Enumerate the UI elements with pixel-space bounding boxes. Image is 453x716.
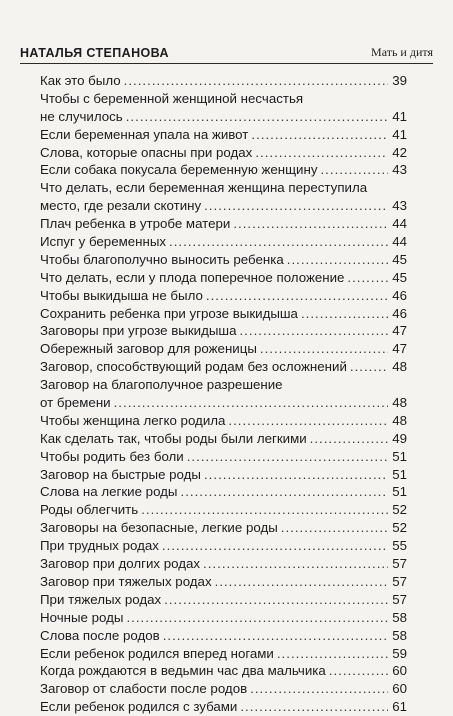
toc-entry-line	[40, 340, 407, 358]
toc-entry-line	[40, 269, 407, 287]
toc-entry-title: Чтобы родить без боли	[40, 448, 184, 464]
dot-leader	[329, 662, 388, 680]
author-name: НАТАЛЬЯ СТЕПАНОВА	[20, 46, 169, 60]
toc-entry-line	[40, 501, 407, 519]
toc-page-number: 58	[392, 627, 407, 643]
toc-entry-title: Заговор, способствующий родам без осложнений	[40, 359, 347, 375]
toc-page-number: 41	[392, 108, 407, 124]
toc-entry-line	[40, 90, 407, 108]
toc-entry-title: Роды облегчить	[40, 502, 139, 518]
toc-page-number: 60	[392, 681, 407, 697]
toc-entry-line	[40, 591, 407, 609]
toc-entry-line	[40, 305, 407, 323]
dot-leader	[126, 108, 388, 126]
toc-entry-line	[40, 573, 407, 591]
toc-page-number: 59	[392, 645, 407, 661]
dot-leader	[250, 680, 388, 698]
toc-entry-line	[40, 179, 407, 197]
dot-leader	[204, 197, 388, 215]
book-title: Мать и дитя	[371, 45, 433, 59]
toc-entry-title: Чтобы выкидыша не было	[40, 287, 203, 303]
toc-entry-line	[40, 126, 407, 144]
dot-leader	[187, 448, 388, 466]
toc-entry-line	[40, 555, 407, 573]
toc-entry-title: При тяжелых родах	[40, 591, 162, 607]
toc-entry-line	[40, 358, 407, 376]
dot-leader	[203, 555, 388, 573]
dot-leader	[310, 430, 388, 448]
toc-entry-title: Когда рождаются в ведьмин час два мальчика	[40, 663, 326, 679]
toc-entry-title: Ночные роды	[40, 609, 124, 625]
toc-entry-line	[40, 537, 407, 555]
toc-page-number: 51	[392, 448, 407, 464]
toc-entry-title: не случилось	[40, 108, 123, 124]
dot-leader	[251, 126, 388, 144]
toc-entry-title: Если ребенок родился вперед ногами	[40, 645, 274, 661]
dot-leader	[281, 519, 388, 537]
toc-entry-title: Заговор на быстрые роды	[40, 466, 201, 482]
toc-entry-title: Заговоры на безопасные, легкие роды	[40, 520, 278, 536]
toc-page-number: 47	[392, 323, 407, 339]
dot-leader	[169, 233, 388, 251]
toc-entry-title: Если беременная упала на живот	[40, 126, 249, 142]
toc-entry-line	[40, 394, 407, 412]
toc-page-number: 60	[392, 663, 407, 679]
toc-page-number: 49	[392, 430, 407, 446]
dot-leader	[215, 573, 388, 591]
dot-leader	[181, 483, 389, 501]
toc-page-number: 44	[392, 216, 407, 232]
dot-leader	[239, 322, 388, 340]
dot-leader	[126, 609, 388, 627]
dot-leader	[162, 537, 388, 555]
toc-entry-line	[40, 72, 407, 90]
toc-entry-title: Если собака покусала беременную женщину	[40, 162, 318, 178]
toc-entry-title: Заговоры при угрозе выкидыша	[40, 323, 237, 339]
toc-entry-line	[40, 627, 407, 645]
dot-leader	[228, 412, 388, 430]
toc-entry-title: Заговор при долгих родах	[40, 556, 201, 572]
toc-entry-line	[40, 680, 407, 698]
toc-entry-title: от бремени	[40, 395, 111, 411]
toc-entry-line	[40, 376, 407, 394]
dot-leader	[347, 269, 388, 287]
toc-entry-title: Если ребенок родился с зубами	[40, 699, 238, 715]
toc-page-number: 39	[392, 73, 407, 88]
toc-entry-title: Заговор от слабости после родов	[40, 681, 248, 697]
dot-leader	[204, 466, 388, 484]
toc-entry-title: Слова после родов	[40, 627, 160, 643]
toc-page-number: 46	[392, 305, 407, 321]
toc-entry-title: Заговор при тяжелых родах	[40, 573, 212, 589]
toc-page-number: 52	[392, 520, 407, 536]
toc-entry-line	[40, 698, 407, 716]
toc-entry-title: Обережный заговор для роженицы	[40, 341, 257, 357]
toc-entry-line	[40, 645, 407, 663]
toc-entry-title: Что делать, если беременная женщина переступила	[40, 180, 368, 196]
toc-entry-line	[40, 144, 407, 162]
header-rule	[20, 63, 433, 64]
toc-entry-line	[40, 466, 407, 484]
dot-leader	[255, 144, 388, 162]
toc-entry-title: Испуг у беременных	[40, 234, 167, 250]
toc-entry-title: место, где резали скотину	[40, 198, 202, 214]
toc-page-number: 45	[392, 251, 407, 267]
dot-leader	[164, 591, 388, 609]
toc-page-number: 47	[392, 341, 407, 357]
toc-entry-line	[40, 322, 407, 340]
dot-leader	[141, 501, 388, 519]
dot-leader	[320, 161, 388, 179]
toc-page-number: 44	[392, 234, 407, 250]
toc-entry-title: Плач ребенка в утробе матери	[40, 216, 231, 232]
toc-entry-line	[40, 483, 407, 501]
dot-leader	[287, 251, 388, 269]
toc-entry-title: Как это было	[40, 73, 121, 88]
toc-entry-line	[40, 287, 407, 305]
toc-entry-line	[40, 215, 407, 233]
toc-page-number: 43	[392, 162, 407, 178]
toc-page-number: 42	[392, 144, 407, 160]
toc-page-number: 58	[392, 609, 407, 625]
toc-entry-line	[40, 197, 407, 215]
toc-entry-title: Слова на легкие роды	[40, 484, 178, 500]
toc-entry-line	[40, 430, 407, 448]
toc-page-number: 41	[392, 126, 407, 142]
toc-entry-line	[40, 609, 407, 627]
toc-entry-title: Чтобы благополучно выносить ребенка	[40, 251, 284, 267]
toc-entry-line	[40, 108, 407, 126]
toc-page-number: 48	[392, 412, 407, 428]
toc-entry-title: Что делать, если у плода поперечное положение	[40, 269, 345, 285]
toc-entry-title: Сохранить ребенка при угрозе выкидыша	[40, 305, 298, 321]
dot-leader	[260, 340, 388, 358]
toc-page-number: 51	[392, 484, 407, 500]
toc-entry-line	[40, 662, 407, 680]
toc-entry-title: Слова, которые опасны при родах	[40, 144, 253, 160]
toc-entry-line	[40, 412, 407, 430]
dot-leader	[206, 287, 388, 305]
dot-leader	[240, 698, 388, 716]
toc-page-number: 48	[392, 395, 407, 411]
dot-leader	[114, 394, 388, 412]
toc-page-number: 45	[392, 269, 407, 285]
dot-leader	[233, 215, 388, 233]
toc-entry-title: Заговор на благополучное разрешение	[40, 377, 283, 393]
running-header	[20, 38, 433, 60]
toc-page-number: 61	[392, 699, 407, 715]
toc-page-number: 57	[392, 591, 407, 607]
toc-entry-line	[40, 251, 407, 269]
toc-entry-title: При трудных родах	[40, 538, 159, 554]
dot-leader	[124, 72, 388, 90]
toc-entry-title: Чтобы с беременной женщиной несчастья	[40, 90, 304, 106]
dot-leader	[163, 627, 388, 645]
toc-entry-title: Чтобы женщина легко родила	[40, 412, 226, 428]
toc-page-number: 48	[392, 359, 407, 375]
toc-page-number: 57	[392, 573, 407, 589]
toc-entry-line	[40, 448, 407, 466]
dot-leader	[301, 305, 388, 323]
toc-page-number: 52	[392, 502, 407, 518]
toc-entry-title: Как сделать так, чтобы роды были легкими	[40, 430, 307, 446]
dot-leader	[350, 358, 388, 376]
toc-page-number: 43	[392, 198, 407, 214]
toc-page-number: 57	[392, 556, 407, 572]
toc-page-number: 55	[392, 538, 407, 554]
toc-entry-line	[40, 233, 407, 251]
toc-page-number: 46	[392, 287, 407, 303]
toc-entry-line	[40, 161, 407, 179]
table-of-contents	[40, 72, 407, 716]
dot-leader	[277, 645, 388, 663]
toc-entry-line	[40, 519, 407, 537]
toc-page-number: 51	[392, 466, 407, 482]
